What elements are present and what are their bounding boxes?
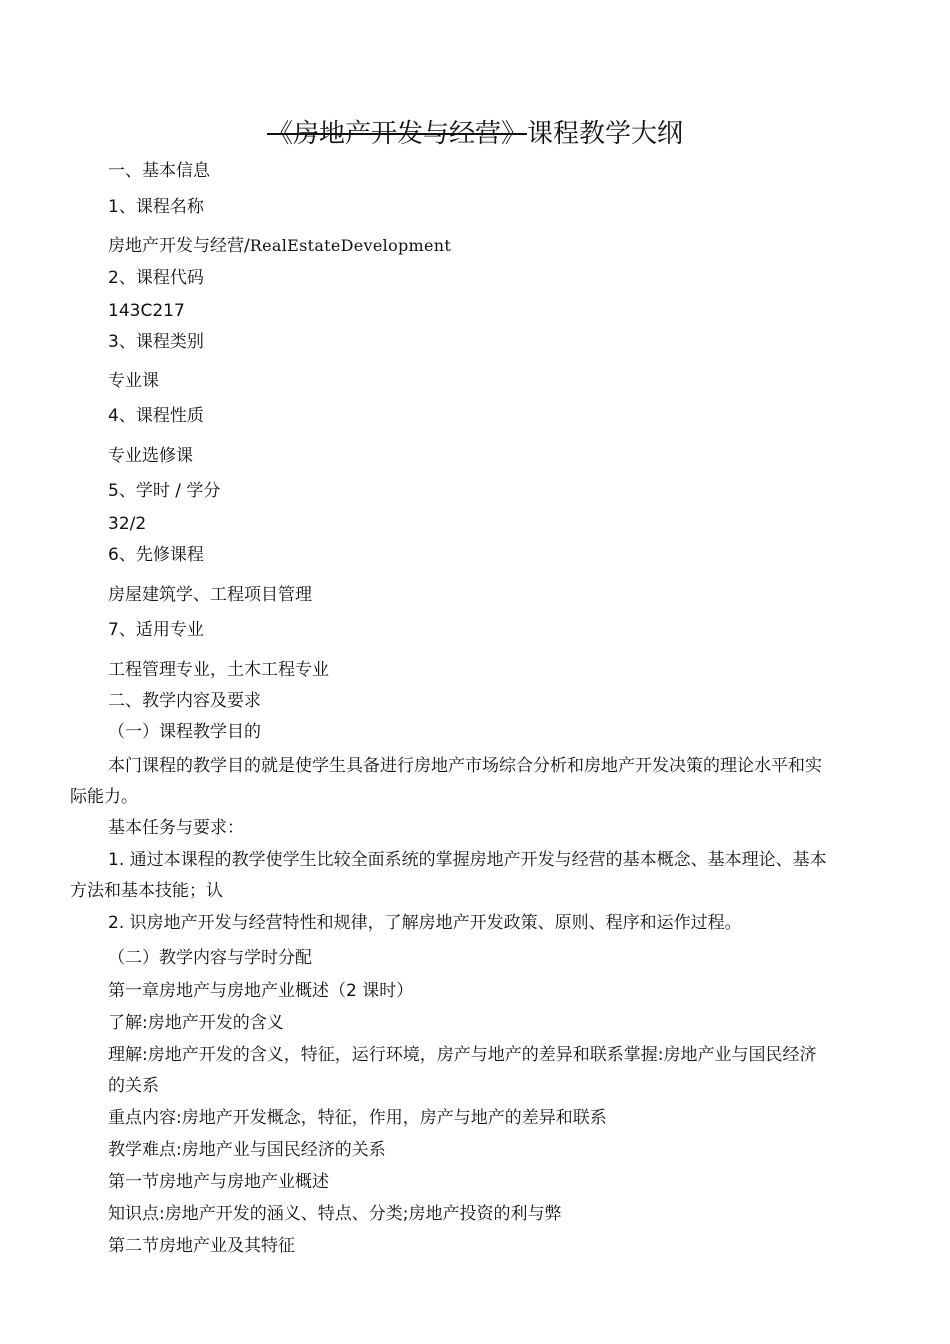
document-title	[0, 114, 950, 154]
heading-applicable-majors: 7、适用专业	[108, 620, 204, 640]
purpose-line-1: 本门课程的教学目的就是使学生具备进行房地产市场综合分析和房地产开发决策的理论水平和实	[108, 756, 822, 776]
title-struck-part: 《房地产开发与经营》	[266, 119, 527, 149]
course-code: 143C217	[108, 301, 185, 321]
heading-course-name: 1、课程名称	[108, 197, 204, 217]
chapter-1-title: 第一章房地产与房地产业概述（2 课时）	[108, 981, 414, 1001]
section-2-title: 第二节房地产业及其特征	[108, 1236, 295, 1256]
course-nature: 专业选修课	[108, 446, 193, 466]
task-1-line-1: 1. 通过本课程的教学使学生比较全面系统的掌握房地产开发与经营的基本概念、基本理论、基本	[108, 850, 827, 870]
hours-credits: 32/2	[108, 514, 147, 534]
heading-prerequisites: 6、先修课程	[108, 545, 204, 565]
section-teaching-content: 二、教学内容及要求	[108, 691, 261, 711]
tasks-label: 基本任务与要求：	[108, 818, 244, 838]
heading-hours-credits: 5、学时 / 学分	[108, 481, 221, 501]
section-1-knowledge-points: 知识点:房地产开发的涵义、特点、分类;房地产投资的利与弊	[108, 1204, 562, 1224]
prerequisites: 房屋建筑学、工程项目管理	[108, 585, 312, 605]
heading-course-category: 3、课程类别	[108, 332, 204, 352]
task-2: 2. 识房地产开发与经营特性和规律，了解房地产开发政策、原则、程序和运作过程。	[108, 913, 742, 933]
course-category: 专业课	[108, 371, 159, 391]
chapter-1-know: 了解:房地产开发的含义	[108, 1013, 284, 1033]
course-name-cn: 房地产开发与经营/	[108, 236, 250, 256]
course-name	[108, 235, 451, 257]
subsection-teaching-purpose: （一）课程教学目的	[108, 722, 261, 742]
applicable-majors: 工程管理专业，土木工程专业	[108, 660, 329, 680]
subsection-content-hours: （二）教学内容与学时分配	[108, 948, 312, 968]
title-rest: 课程教学大纲	[527, 119, 684, 149]
heading-course-code: 2、课程代码	[108, 268, 204, 288]
course-name-en: RealEstateDevelopment	[249, 236, 452, 255]
purpose-line-2: 际能力。	[70, 787, 138, 807]
chapter-1-key-content: 重点内容:房地产开发概念，特征，作用，房产与地产的差异和联系	[108, 1108, 607, 1128]
chapter-1-difficulty: 教学难点:房地产业与国民经济的关系	[108, 1140, 386, 1160]
section-1-title: 第一节房地产与房地产业概述	[108, 1172, 329, 1192]
task-1-line-2: 方法和基本技能；认	[70, 881, 223, 901]
chapter-1-understand-line-2: 的关系	[108, 1076, 159, 1096]
heading-course-nature: 4、课程性质	[108, 406, 204, 426]
chapter-1-understand-line-1: 理解:房地产开发的含义，特征，运行环境，房产与地产的差异和联系掌握:房地产业与国民经济	[108, 1045, 817, 1065]
section-basic-info: 一、基本信息	[108, 161, 210, 181]
